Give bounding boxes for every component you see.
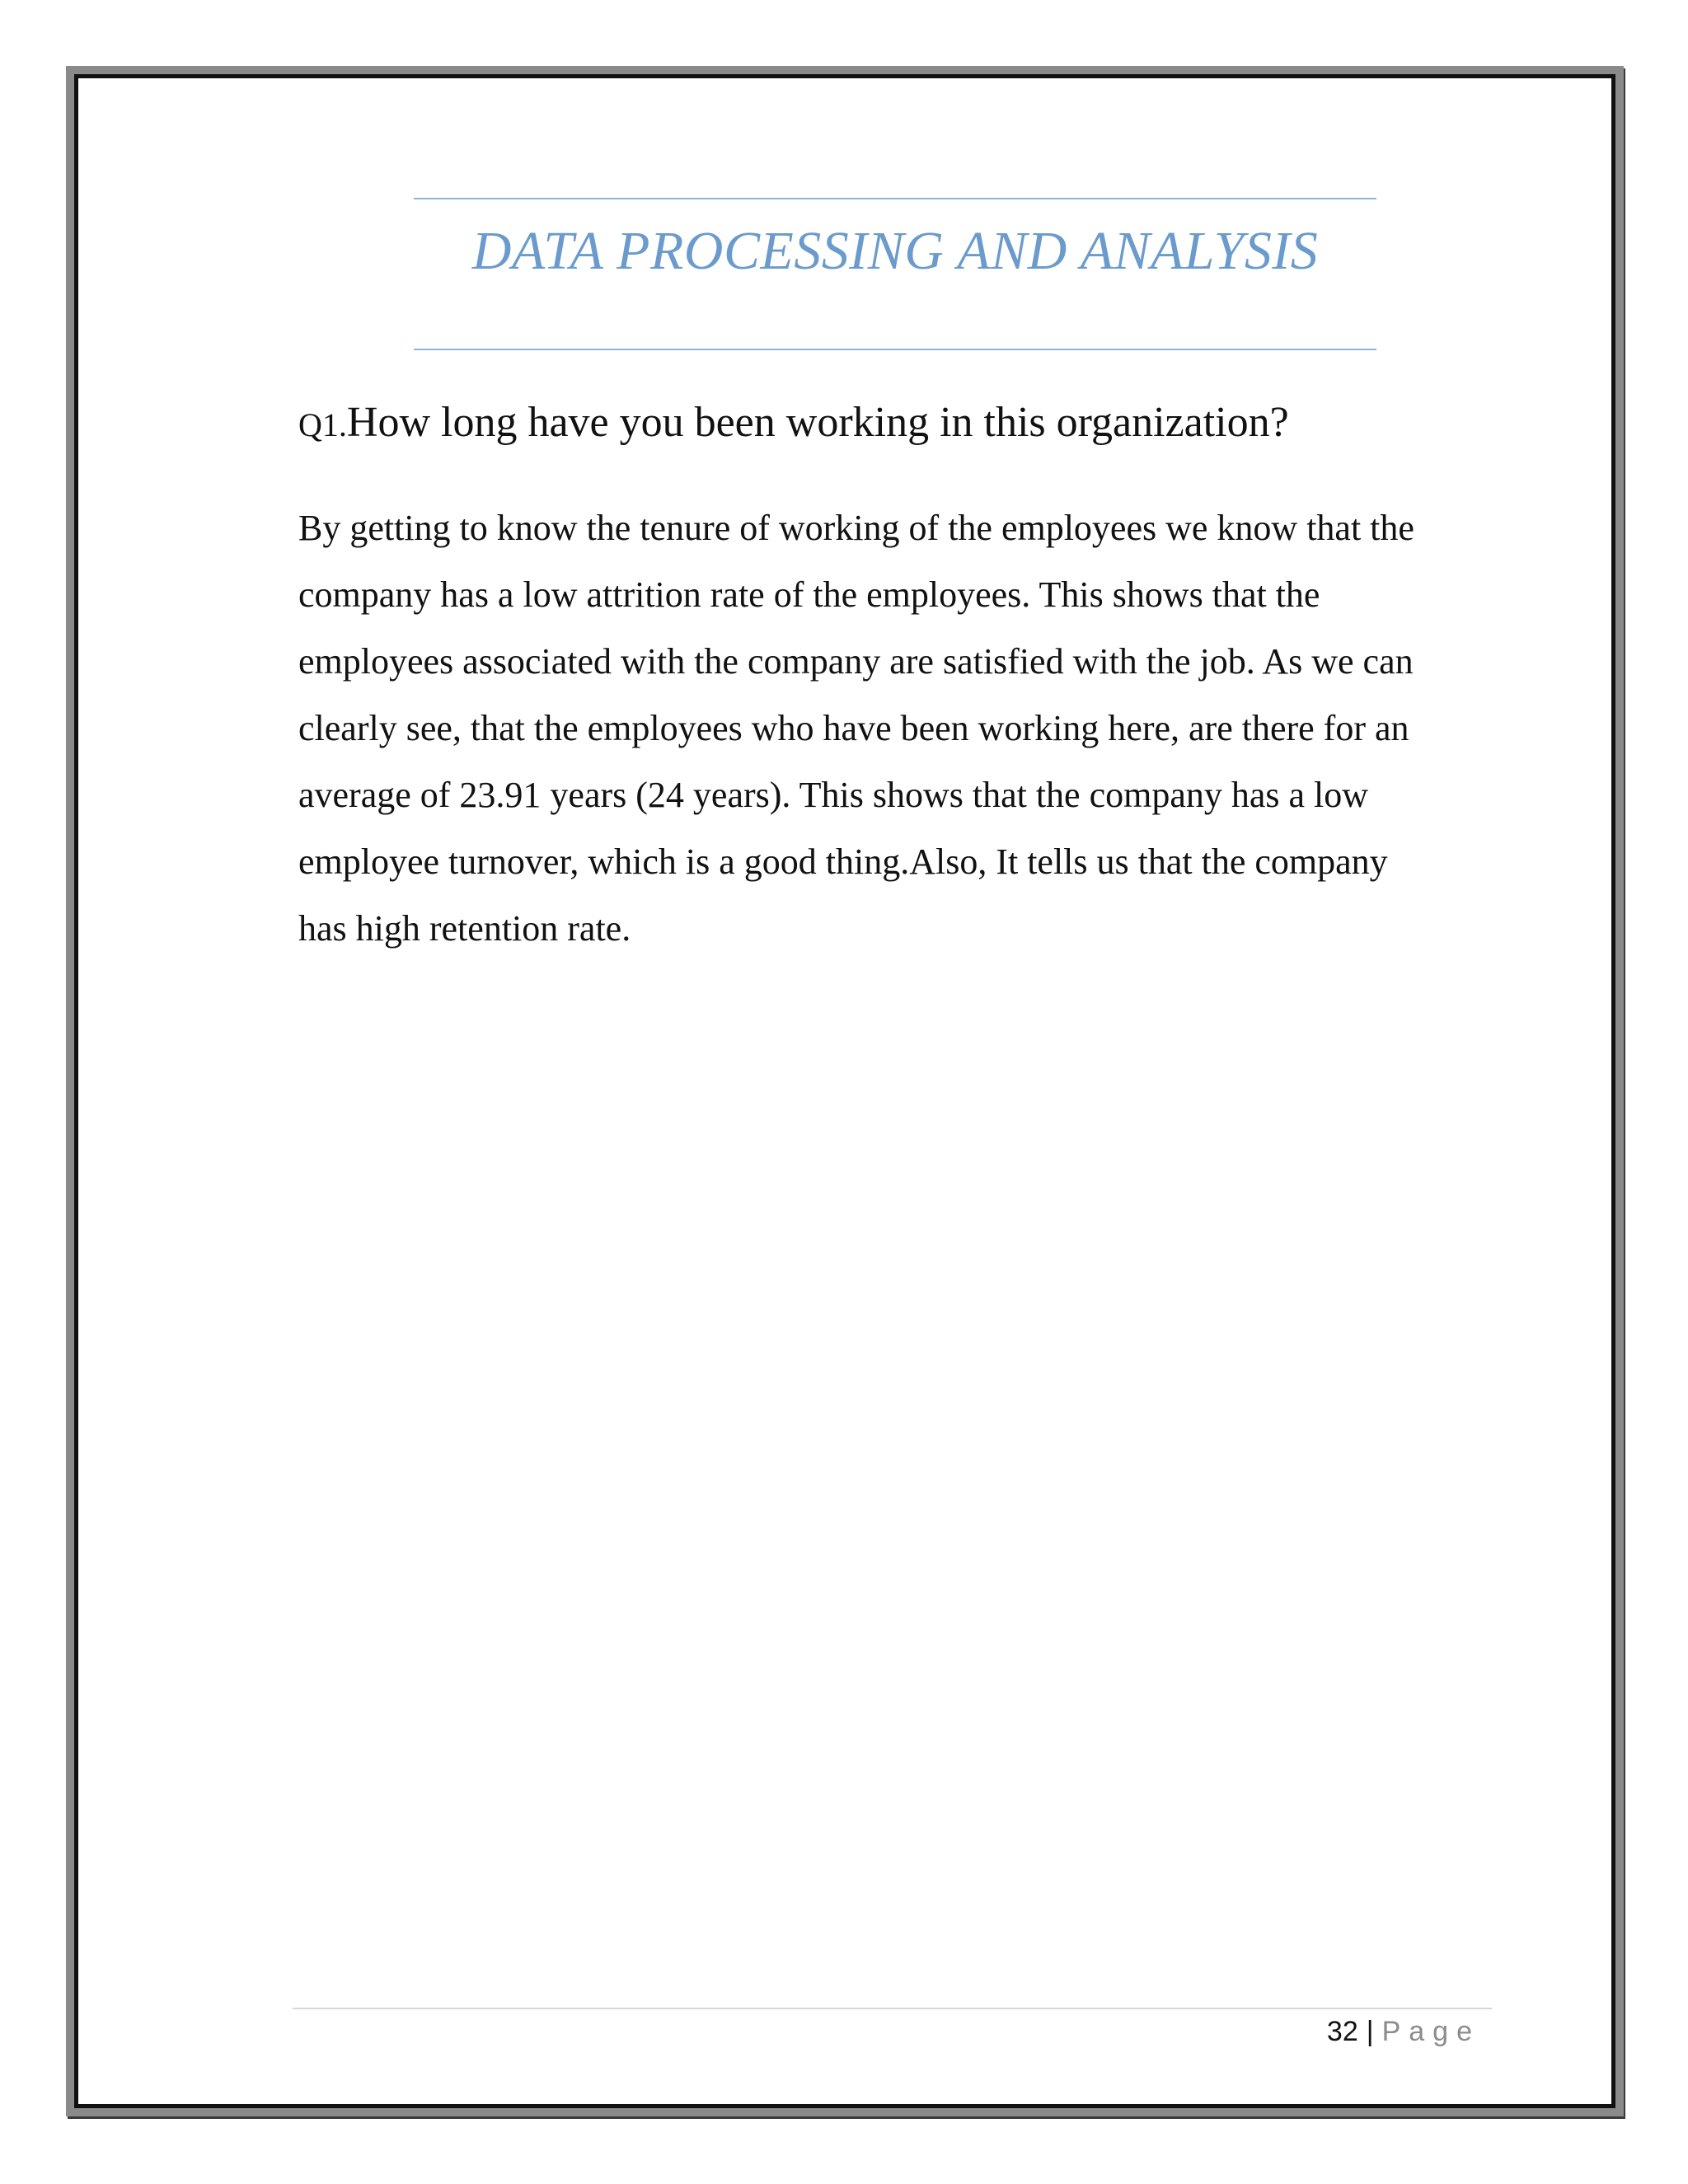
- footer-rule: [293, 2008, 1492, 2009]
- page-border-inner: [78, 78, 1611, 2104]
- question-heading: [298, 397, 1289, 448]
- page-footer: [1327, 2012, 1480, 2051]
- title-rule-bottom: [414, 349, 1376, 350]
- question-text: How long have you been working in this organization?: [346, 399, 1289, 446]
- paragraph-line: clearly see, that the employees who have been working here, are there for an: [298, 708, 1409, 748]
- question-number: Q1.: [298, 406, 347, 443]
- paragraph-line: By getting to know the tenure of working of the employees we know that the: [298, 508, 1414, 548]
- page-border-black: [74, 74, 1615, 2108]
- paragraph-line: company has a low attrition rate of the employees. This shows that the: [298, 574, 1320, 615]
- title-rule-top: [414, 198, 1376, 199]
- page-title: DATA PROCESSING AND ANALYSIS: [471, 221, 1319, 281]
- paragraph-line: employees associated with the company are satisfied with the job. As we can: [298, 641, 1414, 682]
- footer-separator: |: [1366, 2016, 1374, 2047]
- page-border-outer: [66, 66, 1624, 2116]
- paragraph-line: average of 23.91 years (24 years). This shows that the company has a low: [298, 775, 1369, 815]
- page-label: Page: [1381, 2016, 1480, 2047]
- page-number: 32: [1326, 2016, 1358, 2047]
- paragraph-line: employee turnover, which is a good thing.Also, It tells us that the company: [298, 841, 1388, 882]
- body-paragraph: [298, 494, 1502, 962]
- paragraph-line: has high retention rate.: [298, 908, 631, 949]
